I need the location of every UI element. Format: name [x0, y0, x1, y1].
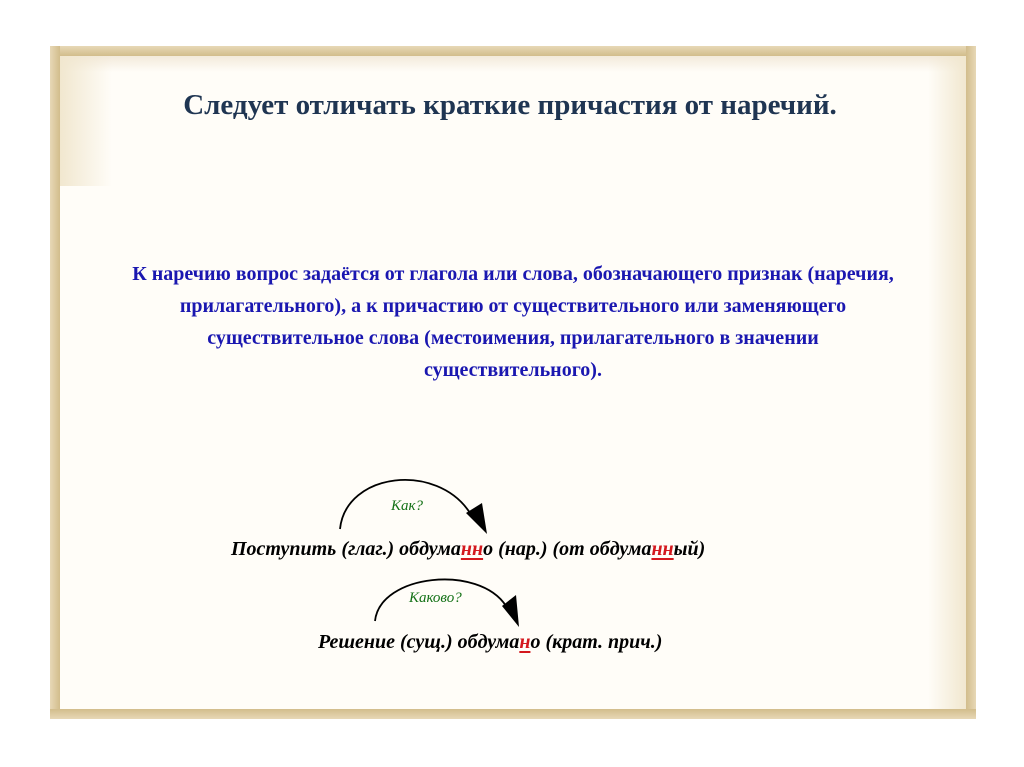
- example-participle-part: о (крат. прич.): [530, 631, 663, 653]
- question-kak: Как?: [391, 498, 423, 514]
- example-adverb: [231, 536, 871, 562]
- example-participle: [318, 629, 818, 655]
- example-participle-part: Решение (сущ.) обдума: [318, 631, 520, 653]
- example-adverb-part: о (нар.) (от обдума: [483, 538, 652, 560]
- example-adverb-part: ый): [673, 538, 706, 560]
- explanation-text: К наречию вопрос задаётся от глагола или слова, обозначающего признак (наречия, прилагательного), а к причастию от существительного или заменяющего существительное слова (местоимения, прилагательного в значении существительного).: [132, 263, 894, 381]
- example-adverb-part: Поступить (глаг.) обдума: [231, 538, 461, 560]
- question-kakovo: Каково?: [409, 590, 462, 606]
- highlight-double-n: нн: [651, 538, 674, 560]
- highlight-single-n: н: [519, 631, 531, 653]
- slide-title: Следует отличать краткие причастия от наречий.: [183, 89, 837, 121]
- arrow-head-2: [502, 595, 519, 627]
- arrow-head-1: [466, 503, 487, 534]
- highlight-double-n: нн: [460, 538, 484, 560]
